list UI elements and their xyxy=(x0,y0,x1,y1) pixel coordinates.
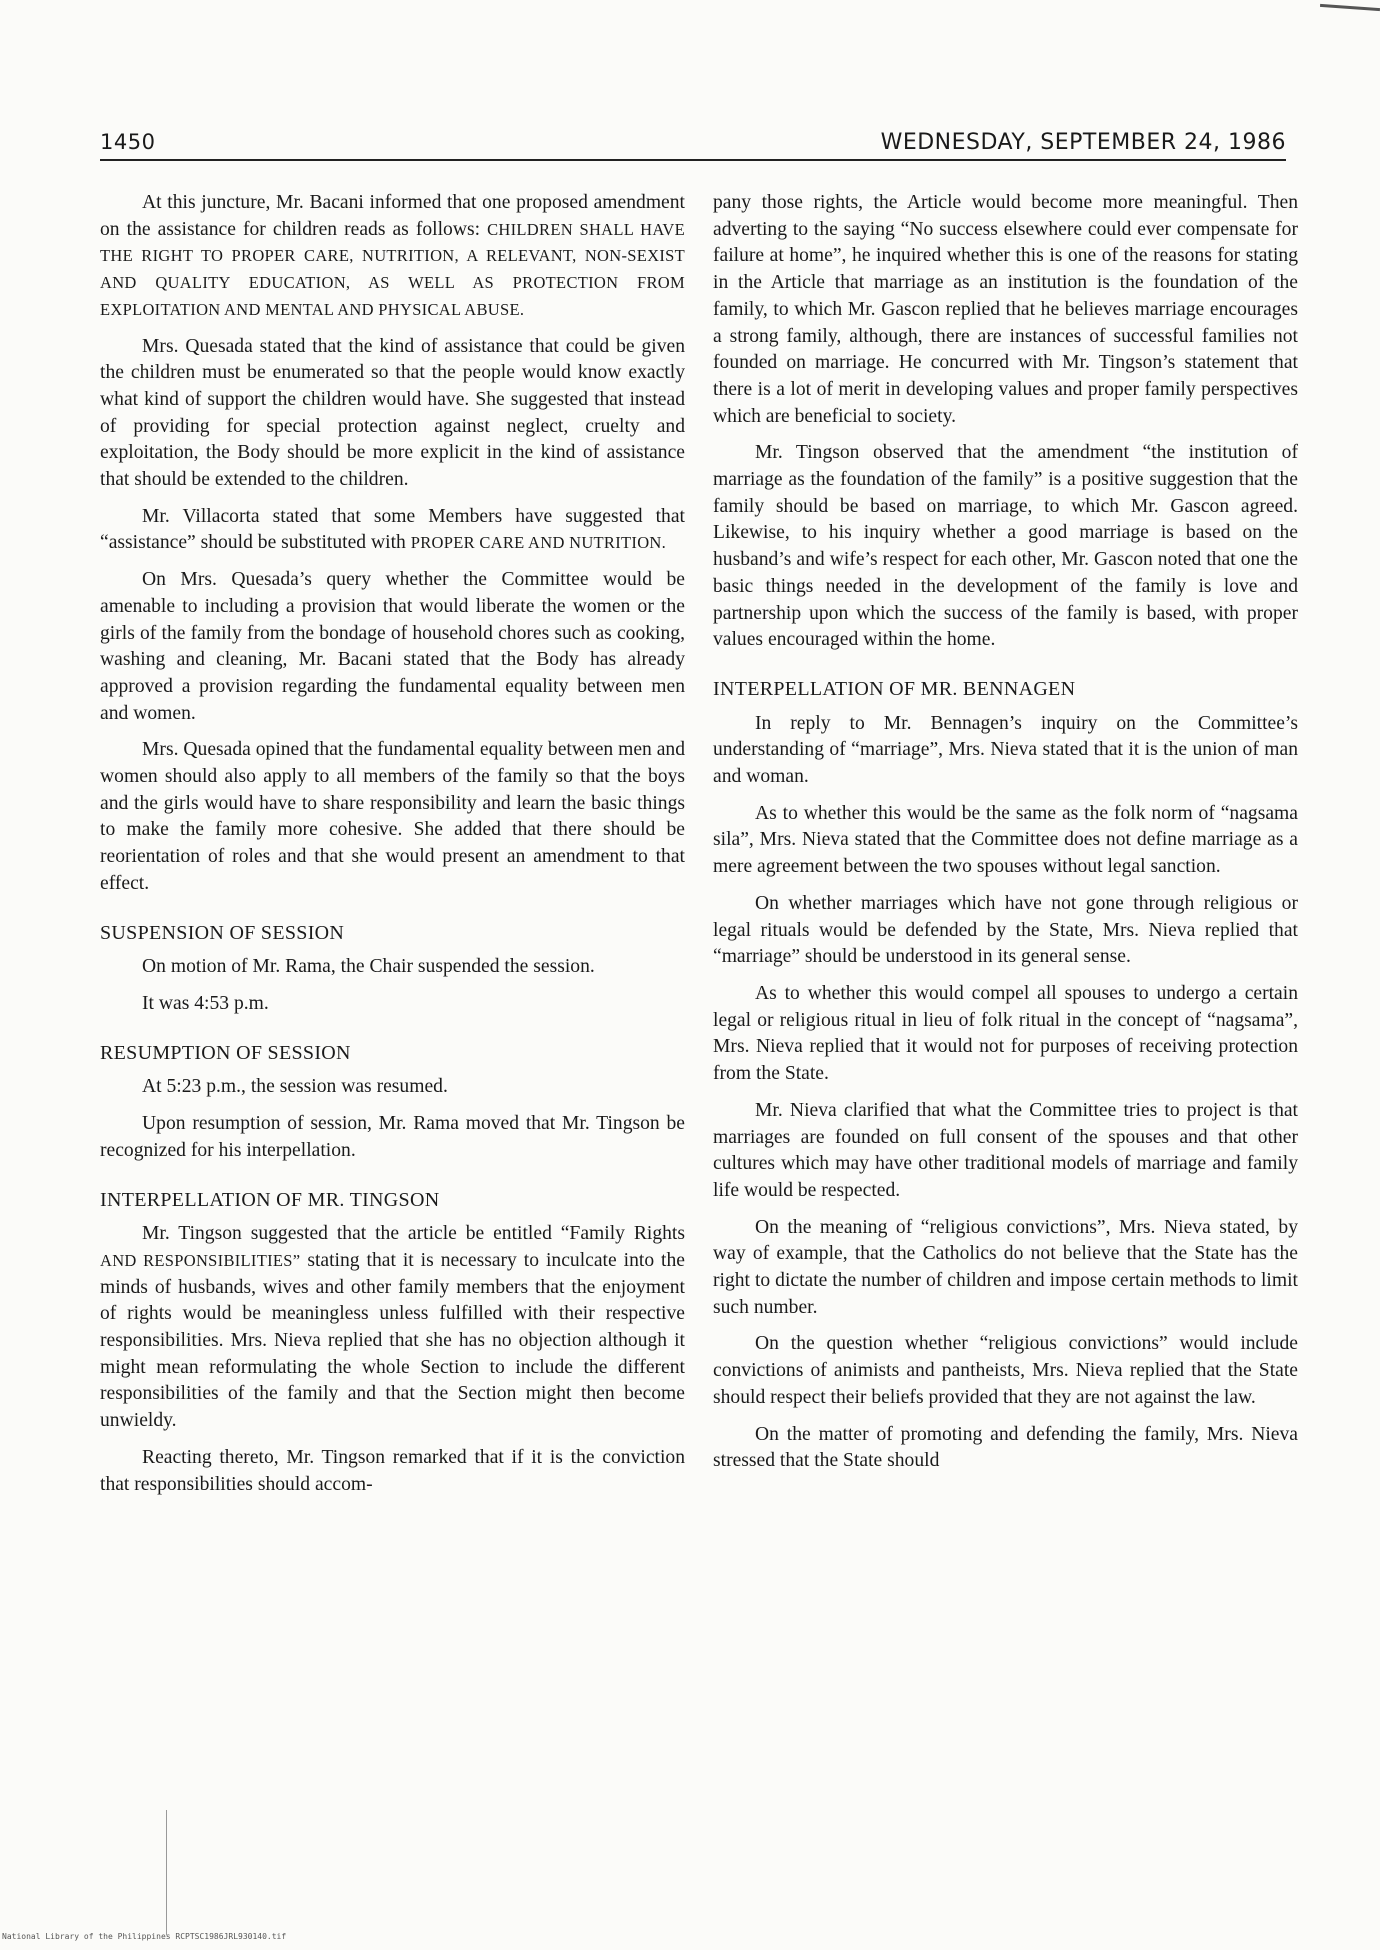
binding-margin-line xyxy=(166,1810,167,1935)
paragraph xyxy=(100,190,685,324)
paragraph-text: stating that it is necessary to inculcate into the minds of husbands, wives and other family members that the enjoyment of rights would be meaningless unless fulfilled with their respective responsibilities. Mrs. Nieva replied that she has no objection although it might mean reformulating the whole Section to include the different responsibilities of the family and that the Section might then become unwieldy. xyxy=(100,1249,685,1432)
paragraph: On the question whether “religious convictions” would include convictions of animists and pantheists, Mrs. Nieva replied that the State should respect their beliefs provided that they are not against the law. xyxy=(713,1333,1298,1408)
amendment-text: PROPER CARE AND NUTRITION. xyxy=(410,533,667,553)
paragraph: On the meaning of “religious convictions”, Mrs. Nieva stated, by way of example, that the Catholics do not believe that the State has the right to dictate the number of children and impose certain methods to limit such number. xyxy=(713,1216,1298,1318)
paragraph xyxy=(100,504,685,557)
paragraph-text: At this juncture, Mr. Bacani informed that one proposed amendment on the assistance for children reads as follows: xyxy=(100,192,685,240)
right-column xyxy=(713,190,1298,1485)
amendment-text: CHILDREN SHALL HAVE THE RIGHT TO PROPER CARE, NUTRITION, A RELEVANT, NON-SEXIST AND QUALITY EDUCATION, AS WELL AS PROTECTION FROM EXPLOITATION AND MENTAL AND PHYSICAL ABUSE. xyxy=(100,219,685,319)
paragraph: Mr. Tingson observed that the amendment “the institution of marriage as the foundation of the family” is a positive suggestion that the family should be based on marriage, to which Mr. Gascon agreed. Likewise, to his inquiry whether a good marriage is based on the husband’s and wife’s respect for each other, Mr. Gascon noted that one the basic things needed in the development of the family is love and partnership upon which the success of the family is based, with proper values encouraged within the home. xyxy=(713,442,1298,651)
paragraph: On the matter of promoting and defending the family, Mrs. Nieva stressed that the State should xyxy=(713,1423,1298,1472)
paragraph: pany those rights, the Article would become more meaningful. Then adverting to the saying “No success elsewhere could ever compensate for failure at home”, he inquired whether this is one of the reasons for stating in the Article that marriage as an institution is the foundation of the family, to which Mr. Gascon replied that he believes marriage encourages a strong family, although, there are instances of successful families not founded on marriage. He concurred with Mr. Tingson’s statement that there is a lot of merit in developing values and proper family perspectives which are beneficial to society. xyxy=(713,192,1298,427)
section-heading: INTERPELLATION OF MR. TINGSON xyxy=(100,1188,440,1211)
paragraph: It was 4:53 p.m. xyxy=(142,992,269,1014)
paragraph: Mrs. Quesada stated that the kind of assistance that could be given the children must be enumerated so that the people would know exactly what kind of support the children would have. She suggested that instead of providing for special protection against neglect, cruelty and exploitation, the Body should be more explicit in the kind of assistance that should be extended to the children. xyxy=(100,335,685,491)
paragraph: On whether marriages which have not gone through religious or legal rituals would be defended by the State, Mrs. Nieva replied that “marriage” should be understood in its general sense. xyxy=(713,892,1298,968)
paragraph: As to whether this would compel all spouses to undergo a certain legal or religious ritual in lieu of folk ritual in the concept of “nagsama”, Mrs. Nieva replied that it would not for purposes of receiving protection from the State. xyxy=(713,982,1298,1085)
amendment-text: AND RESPONSIBILITIES” xyxy=(100,1250,301,1270)
page-header xyxy=(100,130,1286,161)
section-heading: RESUMPTION OF SESSION xyxy=(100,1041,351,1064)
paragraph-text: Mr. Villacorta stated that some Members have suggested that “assistance” should be substituted with xyxy=(100,505,685,554)
paragraph: Upon resumption of session, Mr. Rama moved that Mr. Tingson be recognized for his interpellation. xyxy=(100,1113,685,1161)
paragraph: On Mrs. Quesada’s query whether the Committee would be amenable to including a provision that would liberate the women or the girls of the family from the bondage of household chores such as cooking, washing and cleaning, Mr. Bacani stated that the Body has already approved a provision regarding the fundamental equality between men and women. xyxy=(100,569,685,724)
section-heading: INTERPELLATION OF MR. BENNAGEN xyxy=(713,677,1076,700)
scan-footer-note: National Library of the Philippines RCPTSC1986JRL930140.tif xyxy=(2,1932,287,1941)
paragraph xyxy=(100,1221,685,1435)
scan-edge-mark xyxy=(1320,4,1380,11)
paragraph: Reacting thereto, Mr. Tingson remarked that if it is the conviction that responsibilities should accom- xyxy=(100,1446,685,1495)
left-column xyxy=(100,190,685,1508)
paragraph-text: Mr. Tingson suggested that the article be entitled “Family Rights xyxy=(142,1223,685,1245)
page-number: 1450 xyxy=(100,130,156,154)
paragraph: As to whether this would be the same as the folk norm of “nagsama sila”, Mrs. Nieva stated that the Committee does not define marriage as a mere agreement between the two spouses without legal sanction. xyxy=(713,802,1298,878)
paragraph: Mrs. Quesada opined that the fundamental equality between men and women should also apply to all members of the family so that the boys and the girls would have to share responsibility and learn the basic things to make the family more cohesive. She added that there should be reorientation of roles and that she would present an amendment to that effect. xyxy=(100,739,686,894)
section-heading: SUSPENSION OF SESSION xyxy=(100,921,345,944)
paragraph: Mr. Nieva clarified that what the Committee tries to project is that marriages are founded on full consent of the spouses and that other cultures which may have other traditional models of marriage and family life would be respected. xyxy=(713,1099,1298,1201)
paragraph: In reply to Mr. Bennagen’s inquiry on the Committee’s understanding of “marriage”, Mrs. Nieva stated that it is the union of man and woman. xyxy=(713,712,1298,788)
paragraph: On motion of Mr. Rama, the Chair suspended the session. xyxy=(142,956,595,978)
page-date: WEDNESDAY, SEPTEMBER 24, 1986 xyxy=(880,130,1286,155)
paragraph: At 5:23 p.m., the session was resumed. xyxy=(142,1076,448,1098)
